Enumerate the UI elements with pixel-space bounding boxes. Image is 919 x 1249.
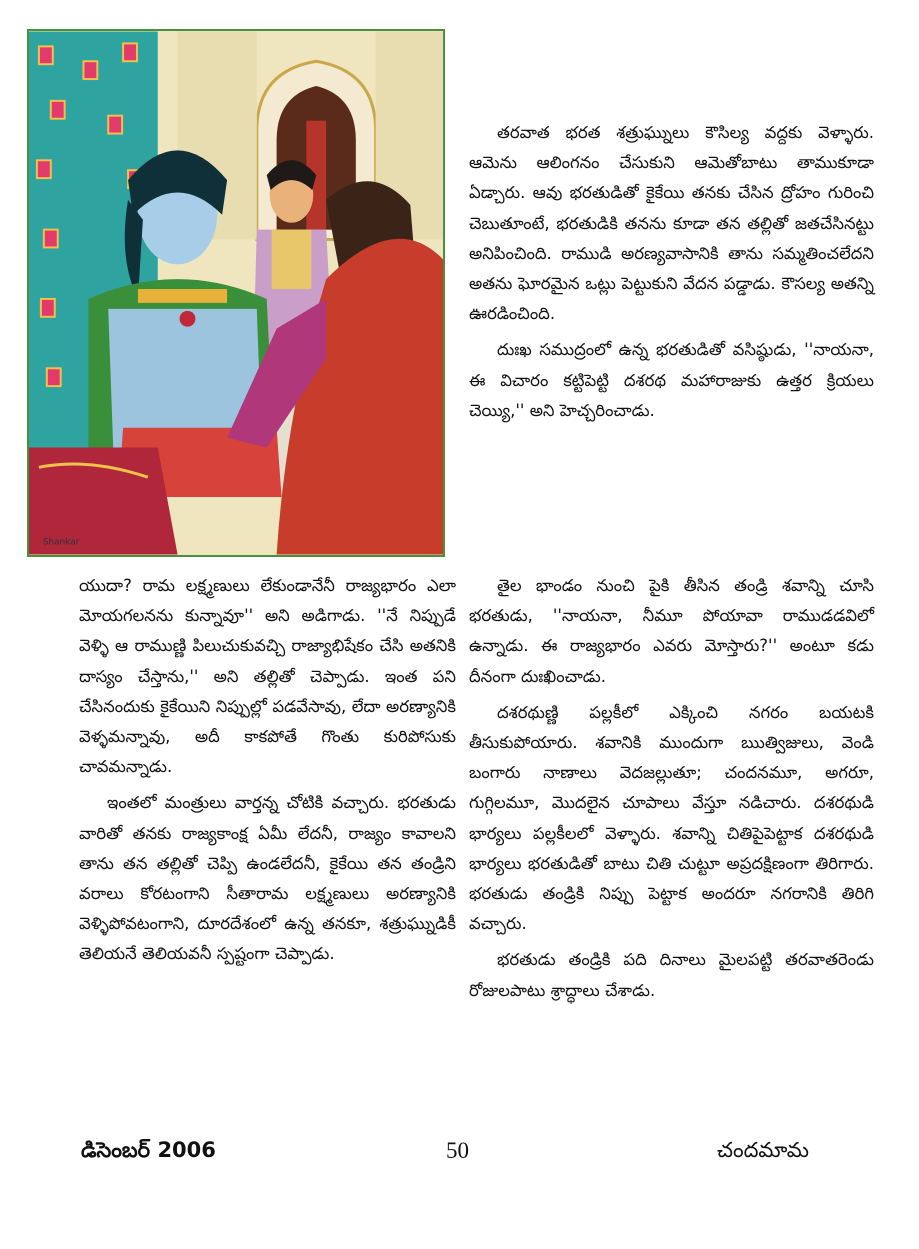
footer-month-year: డిసెంబర్ 2006 — [81, 1138, 216, 1162]
right-column-top — [469, 118, 874, 432]
paragraph: యుదా? రామ లక్ష్మణులు లేకుండానేనీ రాజ్యభారం ఎలా మోయగలనను కున్నావూ'' అని అడిగాడు. ''నే నిప్పుడే వెళ్ళి ఆ రాముణ్ణి పిలుచుకువచ్చి రాజ్యాభిషేకం చేసి అతనికి దాస్యం చేస్తాను,'' అని తల్లితో చెప్పాడు. ఇంత పని చేసినందుకు కైకేయిని నిప్పుల్లో పడవేసావు, లేదా అరణ్యానికి వెళ్ళమన్నావు, అదీ కాకపోతే గొంతు కురిపోసుకు చావమన్నాడు. — [79, 576, 456, 777]
page-number: 50 — [446, 1138, 469, 1163]
left-column — [79, 571, 456, 976]
paragraph: ఇంతలో మంత్రులు వార్తన్న చోటికి వచ్చారు. భరతుడు వారితో తనకు రాజ్యకాంక్ష ఏమీ లేదనీ, రాజ్యం కావాలని తాను తన తల్లితో చెప్పి ఉండలేదనీ, కైకేయి తన తండ్రిని వరాలు కోరటంగాని సీతారామ లక్ష్మణులు అరణ్యానికి వెళ్ళిపోవటంగాని, దూరదేశంలో ఉన్న తనకూ, శత్రుఘ్నుడికీ తెలియనే తెలియవనీ స్పష్టంగా చెప్పాడు. — [79, 793, 456, 964]
paragraph: దశరథుణ్ణి పల్లకీలో ఎక్కించి నగరం బయటకి తీసుకుపోయారు. శవానికి ముందుగా ఋత్విజులు, వెండి బంగారు నాణాలు వెదజల్లుతూ; చందనమూ, అగరూ, గుగ్గిలమూ, మొదలైన చూపాలు వేస్తూ నడిచారు. దశరథుడి భార్యలు పల్లకీలలో వెళ్ళారు. శవాన్ని చితిపైపెట్టాక దశరథుడి భార్యలు భరతుడితో బాటు చితి చుట్టూ అప్రదక్షిణంగా తిరిగారు. భరతుడు తండ్రికి నిప్పు పెట్టాక అందరూ నగరానికి తిరిగి వచ్చారు. — [469, 702, 874, 934]
story-illustration — [27, 29, 445, 557]
paragraph: భరతుడు తండ్రికి పది దినాలు మైలపట్టి తరవాతరెండు రోజులపాటు శ్రాద్ధాలు చేశాడు. — [469, 950, 874, 1000]
paragraph: తరవాత భరత శత్రుఘ్నులు కౌసిల్య వద్దకు వెళ్ళారు. ఆమెను ఆలింగనం చేసుకుని ఆమెతోబాటు తాముకూడా ఏడ్చారు. ఆవు భరతుడితో కైకేయి తనకు చేసిన ద్రోహం గురించి చెబుతూంటే, భరతుడికి తనను కూడా తన తల్లితో జతచేసినట్టు అనిపించింది. రాముడి అరణ్యవాసానికి తాను సమ్మతించలేదని అతను ఘోరమైన ఒట్లు పెట్టుకుని వేదన పడ్డాడు. కౌసల్య అతన్ని ఊరడించింది. — [469, 123, 874, 324]
illustration-signature: Shankar — [42, 537, 80, 548]
magazine-name: చందమామ — [717, 1138, 809, 1162]
paragraph: తైల భాండం నుంచి పైకి తీసిన తండ్రి శవాన్ని చూసి భరతుడు, ''నాయనా, నీమూ పోయావా రాముడడవిలో ఉన్నాడు. ఈ రాజ్యభారం ఎవరు మోస్తారు?'' అంటూ కడు దీనంగా దుఃఖించాడు. — [469, 576, 874, 686]
paragraph: దుఃఖ సముద్రంలో ఉన్న భరతుడితో వసిష్ఠుడు, ''నాయనా, ఈ విచారం కట్టిపెట్టి దశరథ మహారాజుకు ఉత్తర క్రియలు చెయ్యి,'' అని హెచ్చరించాడు. — [469, 340, 874, 420]
right-column-bottom — [469, 571, 874, 1012]
